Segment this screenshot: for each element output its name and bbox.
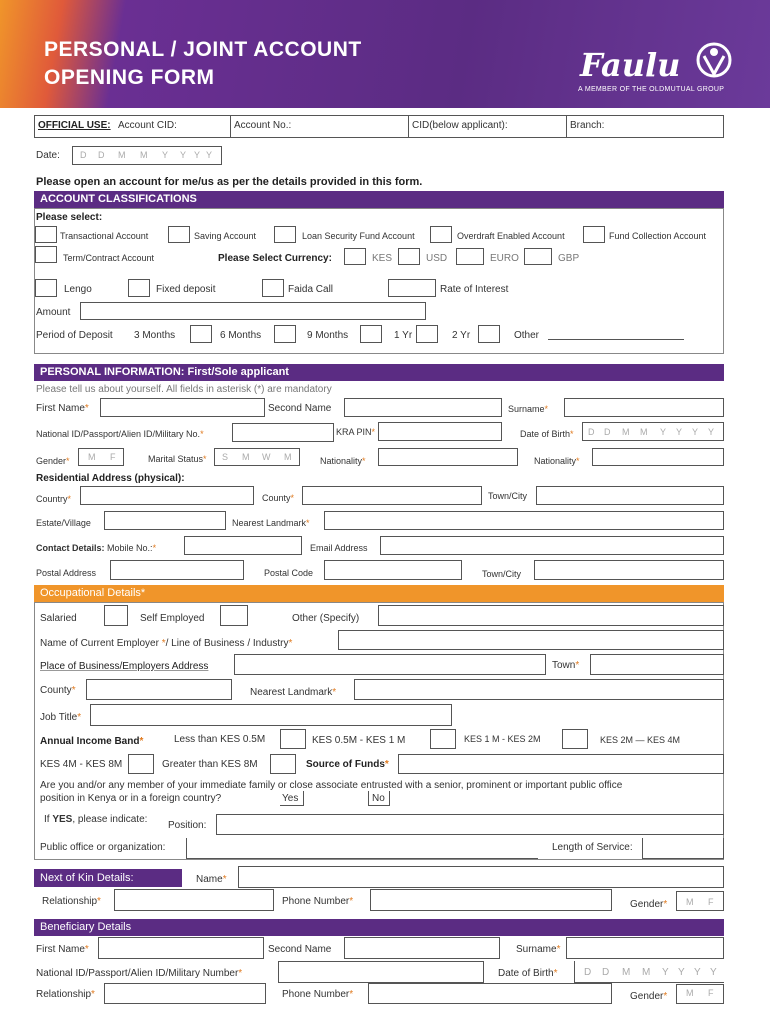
ben-first-name-input[interactable] [98,937,264,959]
salaried-label: Salaried [40,613,77,624]
place-of-business-label: Place of Business/Employers Address [40,661,209,672]
dob-digit: D [588,427,595,437]
position-label: Position: [168,820,207,831]
pep-no-label: No [372,793,385,804]
official-use-label: OFFICIAL USE: [38,120,111,131]
rate-of-interest-input[interactable] [388,279,436,297]
divider [408,115,409,138]
date-digit: Y [194,150,201,160]
other-specify-input[interactable] [378,605,724,626]
asterisk: * [663,991,668,1002]
transactional-checkbox[interactable] [35,226,57,243]
gender-option: F [110,452,116,462]
band-4m-8m-checkbox[interactable] [128,754,154,774]
length-of-service-input[interactable] [642,838,724,859]
asterisk: * [71,685,76,696]
pep-yes-label: Yes [282,793,299,804]
ben-dob-digit: Y [694,967,701,978]
ben-dob-digit: Y [678,967,685,978]
estate-label: Estate/Village [36,518,91,528]
ben-gender-input[interactable] [676,984,724,1004]
mandatory-note: Please tell us about yourself. All fields in asterisk (*) are mandatory [36,384,332,395]
asterisk: * [139,736,144,747]
kra-pin-input[interactable] [378,422,502,441]
title-line-2: OPENING FORM [44,66,215,89]
kin-gender-option: F [708,897,714,907]
marital-status-label: Marital Status [148,454,204,464]
occupation-town-label: Town [552,660,576,671]
loan-security-label: Loan Security Fund Account [302,231,415,241]
account-no-label: Account No.: [234,120,292,131]
landmark-input[interactable] [324,511,724,530]
asterisk: * [66,456,70,466]
intro-text: Please open an account for me/us as per the details provided in this form. [36,176,423,188]
asterisk: * [200,429,204,439]
length-of-service-label: Length of Service: [552,842,633,853]
kin-name-label: Name [196,874,223,885]
asterisk: * [288,638,293,649]
form-title [44,36,362,92]
source-of-funds-label: Source of Funds [306,759,385,770]
nationality-2-input[interactable] [592,448,724,466]
period-2-yr-checkbox[interactable] [478,325,500,343]
dob-digit: M [640,427,648,437]
asterisk: * [576,456,580,466]
term-checkbox[interactable] [35,246,57,263]
ben-dob-digit: Y [662,967,669,978]
source-of-funds-input[interactable] [398,754,724,774]
public-office-label: Public office or organization: [40,842,166,853]
cid-below-label: CID(below applicant): [412,120,508,131]
period-9-months-label: 9 Months [307,330,349,341]
mobile-label: Mobile No.: [107,543,153,553]
ben-dob-digit: M [642,967,651,978]
date-digit: M [118,150,126,160]
transactional-label: Transactional Account [60,231,149,241]
asterisk: * [84,403,89,414]
income-band-label: Annual Income Band [40,736,140,747]
nationality-2-label: Nationality [534,456,577,466]
divider [230,115,231,138]
kin-relationship-input[interactable] [114,889,274,911]
asterisk: * [349,896,354,907]
gender-option: M [88,452,96,462]
marital-option: S [222,452,229,462]
asterisk: * [161,638,166,649]
rate-of-interest-label: Rate of Interest [440,284,509,295]
ben-second-name-input[interactable] [344,937,500,959]
mobile-input[interactable] [184,536,302,555]
period-3-months-label: 3 Months [134,330,176,341]
faida-call-label: Faida Call [288,284,334,295]
period-9-months-checkbox[interactable] [360,325,382,343]
band-2m-4m-label: KES 2M — KES 4M [600,735,681,745]
lengo-checkbox[interactable] [35,279,57,297]
date-label: Date: [36,150,60,161]
second-name-label: Second Name [268,403,332,414]
kin-gender-label: Gender [630,899,664,910]
asterisk: * [140,587,146,599]
band-1m-2m-checkbox[interactable] [562,729,588,749]
occupation-heading-text: Occupational Details [40,587,141,599]
date-digit: D [98,150,105,160]
postal-code-label: Postal Code [264,568,314,578]
kin-heading: Next of Kin Details: [40,872,134,884]
kin-phone-label: Phone Number [282,896,350,907]
dob-digit: Y [676,427,683,437]
asterisk: * [556,944,561,955]
occupation-landmark-label: Nearest Landmark [250,687,333,698]
date-digit: Y [206,150,213,160]
occupation-county-input[interactable] [86,679,232,700]
dob-digit: M [622,427,630,437]
place-of-business-input[interactable] [234,654,546,675]
fund-collection-checkbox[interactable] [583,226,605,243]
asterisk: * [332,687,337,698]
date-digit: D [80,150,87,160]
gender-label: Gender [36,456,67,466]
dob-digit: Y [692,427,699,437]
asterisk: * [203,454,207,464]
marital-option: W [262,452,271,462]
beneficiary-heading: Beneficiary Details [34,919,724,936]
residential-address-label: Residential Address (physical): [36,473,185,484]
usd-label: USD [426,253,448,264]
asterisk: * [91,989,95,1000]
ben-gender-label: Gender [630,991,664,1002]
town-input[interactable] [536,486,724,505]
ben-dob-label: Date of Birth [498,968,554,979]
town-label: Town/City [488,491,528,501]
asterisk: * [152,543,157,553]
ben-dob-digit: D [602,967,610,978]
amount-input[interactable] [80,302,426,320]
term-label: Term/Contract Account [63,253,155,263]
email-label: Email Address [310,543,368,553]
estate-input[interactable] [104,511,226,530]
band-1m-2m-label: KES 1 M - KES 2M [464,734,541,744]
contact-details-label: Contact Details: [36,543,105,553]
country-label: Country [36,494,68,504]
asterisk: * [544,404,549,414]
kin-gender-input[interactable] [676,891,724,911]
occupation-heading [34,585,724,602]
postal-address-input[interactable] [110,560,244,580]
kes-checkbox[interactable] [344,248,366,265]
period-1-yr-label: 1 Yr [394,330,413,341]
asterisk: * [290,493,295,503]
ben-national-id-input[interactable] [278,961,484,983]
lengo-label: Lengo [64,284,92,295]
logo-subtitle: A MEMBER OF THE OLDMUTUAL GROUP [578,86,725,93]
period-6-months-label: 6 Months [220,330,262,341]
dob-digit: Y [708,427,715,437]
ben-phone-input[interactable] [368,983,612,1004]
second-name-input[interactable] [344,398,502,417]
band-4m-8m-label: KES 4M - KES 8M [40,759,123,770]
currency-label: Please Select Currency: [218,253,332,264]
period-other-input[interactable] [548,339,684,340]
date-digit: M [140,150,148,160]
employer-input[interactable] [338,630,724,650]
first-name-input[interactable] [100,398,265,417]
ben-surname-label: Surname [516,944,557,955]
gbp-label: GBP [558,253,580,264]
title-line-1: PERSONAL / JOINT ACCOUNT [44,38,362,61]
ben-relationship-input[interactable] [104,983,266,1004]
job-title-label: Job Title [40,712,78,723]
saving-label: Saving Account [194,231,257,241]
asterisk: * [371,427,376,437]
asterisk: * [570,429,574,439]
please-select-label: Please select: [36,212,103,223]
nationality-input[interactable] [378,448,518,466]
band-lt-0-5m-checkbox[interactable] [280,729,306,749]
fixed-deposit-checkbox[interactable] [128,279,150,297]
ben-national-id-label: National ID/Passport/Alien ID/Military Number [36,968,239,979]
ben-phone-label: Phone Number [282,989,350,1000]
kin-gender-option: M [686,897,694,907]
asterisk: * [84,944,89,955]
date-digit: Y [180,150,187,160]
classifications-heading: ACCOUNT CLASSIFICATIONS [34,191,724,208]
period-other-label: Other [514,330,540,341]
ben-dob-digit: D [584,967,592,978]
usd-checkbox[interactable] [398,248,420,265]
postal-address-label: Postal Address [36,568,97,578]
job-title-input[interactable] [90,704,452,726]
asterisk: * [97,896,101,907]
band-0-5m-1m-label: KES 0.5M - KES 1 M [312,735,406,746]
logo-text: Faulu [580,46,681,84]
period-label: Period of Deposit [36,330,113,341]
ben-relationship-label: Relationship [36,989,92,1000]
position-input[interactable] [216,814,724,835]
branch-label: Branch: [570,120,605,131]
dob-digit: Y [660,427,667,437]
overdraft-label: Overdraft Enabled Account [457,231,565,241]
email-input[interactable] [380,536,724,555]
overdraft-checkbox[interactable] [430,226,452,243]
saving-checkbox[interactable] [168,226,190,243]
first-name-label: First Name [36,403,85,414]
faida-call-checkbox[interactable] [262,279,284,297]
period-1-yr-checkbox[interactable] [416,325,438,343]
surname-label: Surname [508,404,545,414]
landmark-label: Nearest Landmark [232,518,307,528]
town-2-input[interactable] [534,560,724,580]
asterisk: * [349,989,354,1000]
asterisk: * [77,712,82,723]
pep-question-line-2: position in Kenya or in a foreign country? [40,793,222,804]
employer-tail-label: / Line of Business / Industry [165,638,289,649]
ben-dob-digit: Y [710,967,717,978]
faulu-logo [580,40,736,84]
gbp-checkbox[interactable] [524,248,552,265]
country-input[interactable] [80,486,254,505]
asterisk: * [222,874,227,885]
self-employed-label: Self Employed [140,613,205,624]
band-0-5m-1m-checkbox[interactable] [430,729,456,749]
asterisk: * [553,968,558,979]
asterisk: * [663,899,668,910]
employer-label: Name of Current Employer [40,638,159,649]
national-id-input[interactable] [232,423,334,442]
ben-gender-option: F [708,988,714,998]
kin-name-input[interactable] [238,866,724,888]
date-digit: Y [162,150,169,160]
surname-input[interactable] [564,398,724,417]
euro-label: EURO [490,253,519,264]
county-label: County [262,493,291,503]
occupation-landmark-input[interactable] [354,679,724,700]
band-lt-0-5m-label: Less than KES 0.5M [174,734,266,745]
occupation-town-input[interactable] [590,654,724,675]
kes-label: KES [372,253,393,264]
ben-dob-digit: M [622,967,631,978]
account-cid-label: Account CID: [118,120,177,131]
marital-option: M [284,452,292,462]
ben-surname-input[interactable] [566,937,724,959]
euro-checkbox[interactable] [456,248,484,265]
postal-code-input[interactable] [324,560,462,580]
town-2-label: Town/City [482,569,522,579]
logo-mark-icon [692,40,736,80]
kra-pin-label: KRA PIN [336,427,372,437]
pep-question-line-1: Are you and/or any member of your immediate family or close associate entrusted with a senior, prominent or important public office [40,780,623,791]
asterisk: * [575,660,580,671]
if-yes-prefix: If [44,814,50,825]
asterisk: * [67,494,72,504]
kin-relationship-label: Relationship [42,896,98,907]
asterisk: * [384,759,389,770]
self-employed-checkbox[interactable] [220,605,248,626]
dob-label: Date of Birth [520,429,571,439]
amount-label: Amount [36,307,71,318]
period-6-months-checkbox[interactable] [274,325,296,343]
if-yes-suffix: , please indicate: [72,814,148,825]
ben-second-name-label: Second Name [268,944,332,955]
ben-first-name-label: First Name [36,944,85,955]
asterisk: * [306,518,310,528]
occupation-county-label: County [40,685,72,696]
public-office-input[interactable] [186,838,538,859]
band-gt-8m-label: Greater than KES 8M [162,759,258,770]
asterisk: * [238,968,243,979]
asterisk: * [362,456,366,466]
nationality-label: Nationality [320,456,363,466]
dob-digit: D [604,427,611,437]
county-input[interactable] [302,486,482,505]
fund-collection-label: Fund Collection Account [609,231,707,241]
band-gt-8m-checkbox[interactable] [270,754,296,774]
period-3-months-checkbox[interactable] [190,325,212,343]
gender-input[interactable] [78,448,124,466]
national-id-label: National ID/Passport/Alien ID/Military No. [36,429,201,439]
if-yes-bold: YES [52,814,73,825]
marital-option: M [242,452,250,462]
ben-gender-option: M [686,988,694,998]
kin-phone-input[interactable] [370,889,612,911]
salaried-checkbox[interactable] [104,605,128,626]
personal-heading: PERSONAL INFORMATION: First/Sole applicant [34,364,724,381]
loan-security-checkbox[interactable] [274,226,296,243]
divider [566,115,567,138]
other-specify-label: Other (Specify) [292,613,360,624]
form-header [0,0,770,108]
period-2-yr-label: 2 Yr [452,330,471,341]
fixed-deposit-label: Fixed deposit [156,284,216,295]
